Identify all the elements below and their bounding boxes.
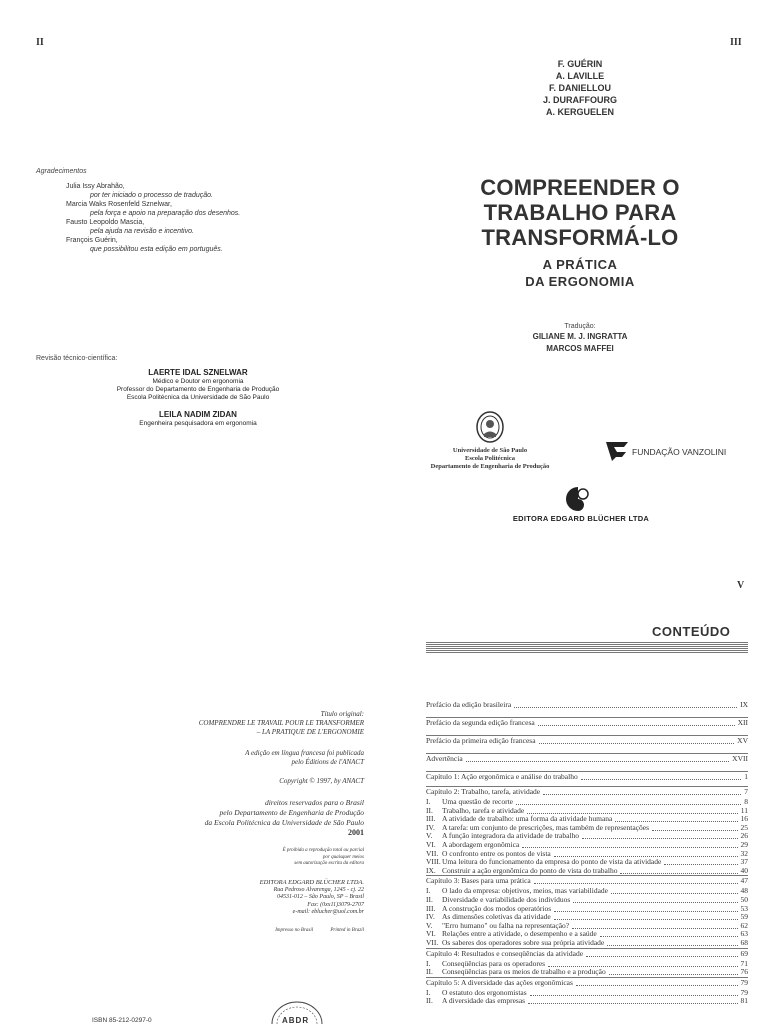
toc-entry-page: 40 [740,865,748,875]
year: 2001 [348,828,364,837]
abdr-text: ABDR [282,1016,310,1025]
usp-line: Escola Politécnica [464,455,515,462]
acknowledgment-line: pela força e apoio na preparação dos desenhos. [90,210,241,217]
toc-entry-title: A função integradora da atividade de trabalho [442,831,580,841]
reviewer-line: Engenheira pesquisadora em ergonomia [139,420,257,427]
toc-entry-number: I. [426,987,431,997]
toc-entry-title: A tarefa: um conjunto de prescrições, mas também de representações [442,822,650,832]
translation-block [480,322,680,355]
subtitle-line: DA ERGONOMIA [525,274,635,289]
toc-entry-page: 8 [744,797,748,806]
translator-name: GILIANE M. J. INGRATTA [532,332,628,341]
toc-entry-title: As dimensões coletivas da atividade [442,912,551,922]
rights: da Escola Politécnica da Universidade de São Paulo [204,818,364,827]
toc-entry-title: Construir a ação ergonômica do ponto de vista do trabalho [442,865,618,875]
toc-dot-leader [586,947,737,957]
original-title: COMPRENDRE LE TRAVAIL POUR LE TRANSFORMER [198,719,364,727]
toc-entry-number: II. [426,895,433,904]
toc-dot-leader [466,752,730,762]
acknowledgment-line: Fausto Leopoldo Mascia, [66,219,145,226]
acknowledgment-line: que possibilitou esta edição em português. [90,246,223,253]
copyright: Copyright © 1997, by ANACT [279,777,364,785]
prohibited-note: É proibida a reprodução total ou parcial [282,848,364,853]
original-title-label: Título original: [320,710,364,718]
colophon [100,710,364,934]
toc-entry-page: IX [740,700,748,709]
original-title: – LA PRATIQUE DE L'ERGONOMIE [256,728,364,736]
toc-entry-number: II. [426,967,433,977]
translator-name: MARCOS MAFFEI [546,344,614,353]
reviewer-name: LEILA NADIM ZIDAN [159,410,237,419]
acknowledgments-heading: Agradecimentos [36,168,87,175]
review-heading: Revisão técnico-científica: [36,355,118,362]
publisher-address: Rua Pedroso Alvarenga, 1245 - cj. 22 [273,886,364,893]
author: A. LAVILLE [555,71,605,81]
acknowledgment-line: Julia Issy Abrahão, [66,183,125,190]
toc-dot-leader [607,936,737,946]
title-line: COMPREENDER O [480,175,680,200]
toc-entry-number: I. [426,886,431,896]
toc-entry-title: Capítulo 1: Ação ergonômica e análise do trabalho [426,772,578,781]
page-number-right: III [730,37,742,48]
toc-entry-page: 25 [740,822,748,832]
toc-entry-title: "Erro humano" ou falha na representação? [442,920,570,930]
translation-label: Tradução: [564,323,596,330]
toc-entry-page: 69 [740,948,748,958]
reviewer-name: LAERTE IDAL SZNELWAR [148,368,248,377]
toc-entry-page: 50 [740,895,748,904]
acknowledgments-list [66,182,306,254]
toc-entry-title: Capítulo 5: A diversidade das ações ergonômicas [426,977,573,987]
usp-line: Universidade de São Paulo [452,447,528,454]
usp-text [410,447,570,471]
publisher-fax: Fax: (0xx11)3079-2707 [307,901,364,908]
toc-entry-number: II. [426,996,433,1006]
toc-entry-title: Capítulo 3: Bases para uma prática [426,876,531,886]
rights: pelo Departamento de Engenharia de Produção [219,808,364,817]
toc-entry-page: XVII [732,754,748,763]
toc-entry-number: IV. [426,912,435,922]
toc-entry-page: 68 [740,938,748,947]
toc-entry-page: 53 [740,903,748,913]
toc-entry-page: 1 [744,772,748,781]
toc-entry-title: O lado da empresa: objetivos, meios, mas variabilidade [442,886,608,896]
toc-entry-page: 81 [740,996,748,1006]
author-list [480,58,680,118]
toc-entry-number: III. [426,814,436,824]
toc-entry-page: 47 [740,876,748,886]
toc-entry-page: 62 [740,920,748,930]
toc-heading-rule [426,641,748,653]
book-title [440,175,720,250]
toc-entry-page: 63 [740,929,748,939]
blucher-logo-icon [566,486,590,512]
prohibited-note: por quaisquer meios [322,854,364,860]
rights: direitos reservados para o Brasil [264,798,364,807]
toc-entry-page: 48 [740,886,748,896]
toc-entry-page: 7 [744,787,748,796]
toc-entry-title: Capítulo 2: Trabalho, tarefa, atividade [426,787,541,796]
toc-entry-page: 16 [740,814,748,824]
author: F. DANIELLOU [549,83,611,93]
usp-line: Departamento de Engenharia de Produção [430,463,550,470]
toc-entry-number: I. [426,958,431,968]
toc-dot-leader [539,734,735,744]
author: F. GUÉRIN [557,59,603,69]
toc-entry-title: Conseqüências para os meios de trabalho e a produção [442,967,606,977]
reviewer-line: Professor do Departamento de Engenharia de Produção [116,386,280,393]
toc-entry-title: A construção dos modos operatórios [442,903,552,913]
toc-entry-number: VII. [426,848,439,858]
toc-entry-title: Uma questão de recorte [442,797,514,806]
toc-entry-number: VIII. [426,857,441,867]
toc-dot-leader [528,994,737,1004]
title-line: TRABALHO PARA [483,200,677,225]
toc-entry-title: Conseqüências para os operadores [442,958,546,968]
isbn: ISBN 85-212-0297-0 [92,1017,152,1024]
toc-entry-page: 37 [740,857,748,867]
toc-entry-number: II. [426,805,433,815]
acknowledgment-line: pela ajuda na revisão e incentivo. [90,228,194,235]
toc-entry-title: Prefácio da edição brasileira [426,700,512,709]
acknowledgment-line: por ter iniciado o processo de tradução. [90,192,213,199]
edition-note: pelo Éditions de l'ANACT [291,758,364,766]
toc-entry-page: 32 [740,848,748,858]
toc-entry-title: A abordagem ergonômica [442,840,520,849]
reviewer-line: Médico e Doutor em ergonomia [152,378,244,385]
toc-entry-number: VII. [426,938,439,947]
toc-entry-page: 29 [740,840,748,849]
toc-entry-number: V. [426,831,433,841]
toc-entry-number: VI. [426,840,436,849]
toc-entry-page: 59 [740,912,748,922]
toc-entry-title: Capítulo 4: Resultados e conseqüências da atividade [426,948,584,958]
printed-pt: Impresso no Brasil [275,927,314,933]
toc-dot-leader [609,965,738,975]
toc-dot-leader [534,874,738,884]
subtitle-line: A PRÁTICA [542,257,618,272]
printed-en: Printed in Brazil [330,927,364,933]
publisher-name: EDITORA EDGARD BLÜCHER LTDA [512,514,650,523]
acknowledgment-line: François Guérin, [66,237,118,244]
title-line: TRANSFORMÁ-LO [481,225,679,250]
toc-entry-page: XV [737,736,748,745]
author: A. KERGUELEN [545,107,614,117]
toc-entry-title: Os saberes dos operadores sobre sua própria atividade [442,938,605,947]
vanzolini-logo-icon [604,440,630,462]
toc-entry-title: Prefácio da primeira edição francesa [426,736,536,745]
vanzolini-text: FUNDAÇÃO VANZOLINI [632,447,727,457]
prohibited-note: sem autorização escrita da editora [294,861,364,866]
toc-entry-title: Diversidade e variabilidade dos indivíduos [442,895,571,904]
book-subtitle [480,256,680,290]
toc-entry-title: Trabalho, tarefa e atividade [442,805,525,815]
publisher-email: e-mail: eblucher@uol.com.br [292,909,364,915]
toc-entry-title: Relações entre a atividade, o desempenho e a saúde [442,929,597,939]
toc-dot-leader [581,770,742,780]
toc-dot-leader [514,698,737,708]
review-block [78,367,318,428]
toc-entry-page: 71 [740,958,748,968]
publisher-address: 04531-012 – São Paulo, SP – Brasil [276,894,364,900]
toc-entry-page: 26 [740,831,748,841]
toc-entry-title: A atividade de trabalho: uma forma da atividade humana [442,814,613,824]
toc-entry-page: 79 [740,977,748,987]
publisher-address: EDITORA EDGARD BLÜCHER LTDA. [259,878,364,886]
toc-entry-page: 76 [740,967,748,977]
toc-entry-page: XII [737,718,748,727]
toc-entry-title: A diversidade das empresas [442,996,526,1006]
toc-entry-title: Advertência [426,754,463,763]
page-number-toc: V [737,580,745,591]
toc-entry-title: O confronto entre os pontos de vista [442,848,551,858]
reviewer-line: Escola Politécnica da Universidade de São Paulo [126,394,270,401]
toc-entry-page: 79 [740,987,748,997]
toc-entry-number: III. [426,903,436,913]
toc-entry-number: IX. [426,865,436,875]
toc-entry-number: VI. [426,929,436,939]
toc-dot-leader [620,864,737,874]
edition-note: A edição em língua francesa foi publicada [245,749,364,757]
toc-entry-title: O estatuto dos ergonomistas [442,987,527,997]
toc-dot-leader [538,716,735,726]
toc-entry-title: Prefácio da segunda edição francesa [426,718,535,727]
toc-entry-number: IV. [426,822,435,832]
toc-entry-number: V. [426,920,433,930]
toc-entry-title: Uma leitura do funcionamento da empresa do ponto de vista da atividade [442,857,662,867]
printed-in [100,927,364,934]
toc-entry-page: 11 [740,805,748,815]
toc-entry-number: I. [426,797,431,806]
acknowledgment-line: Marcia Waks Rosenfeld Sznelwar, [66,201,172,208]
usp-logo-icon [475,410,505,444]
page-number-left: II [36,37,44,48]
toc-heading: CONTEÚDO [652,624,731,639]
toc-dot-leader [576,976,738,986]
author: J. DURAFFOURG [543,95,617,105]
toc-dot-leader [543,785,741,795]
